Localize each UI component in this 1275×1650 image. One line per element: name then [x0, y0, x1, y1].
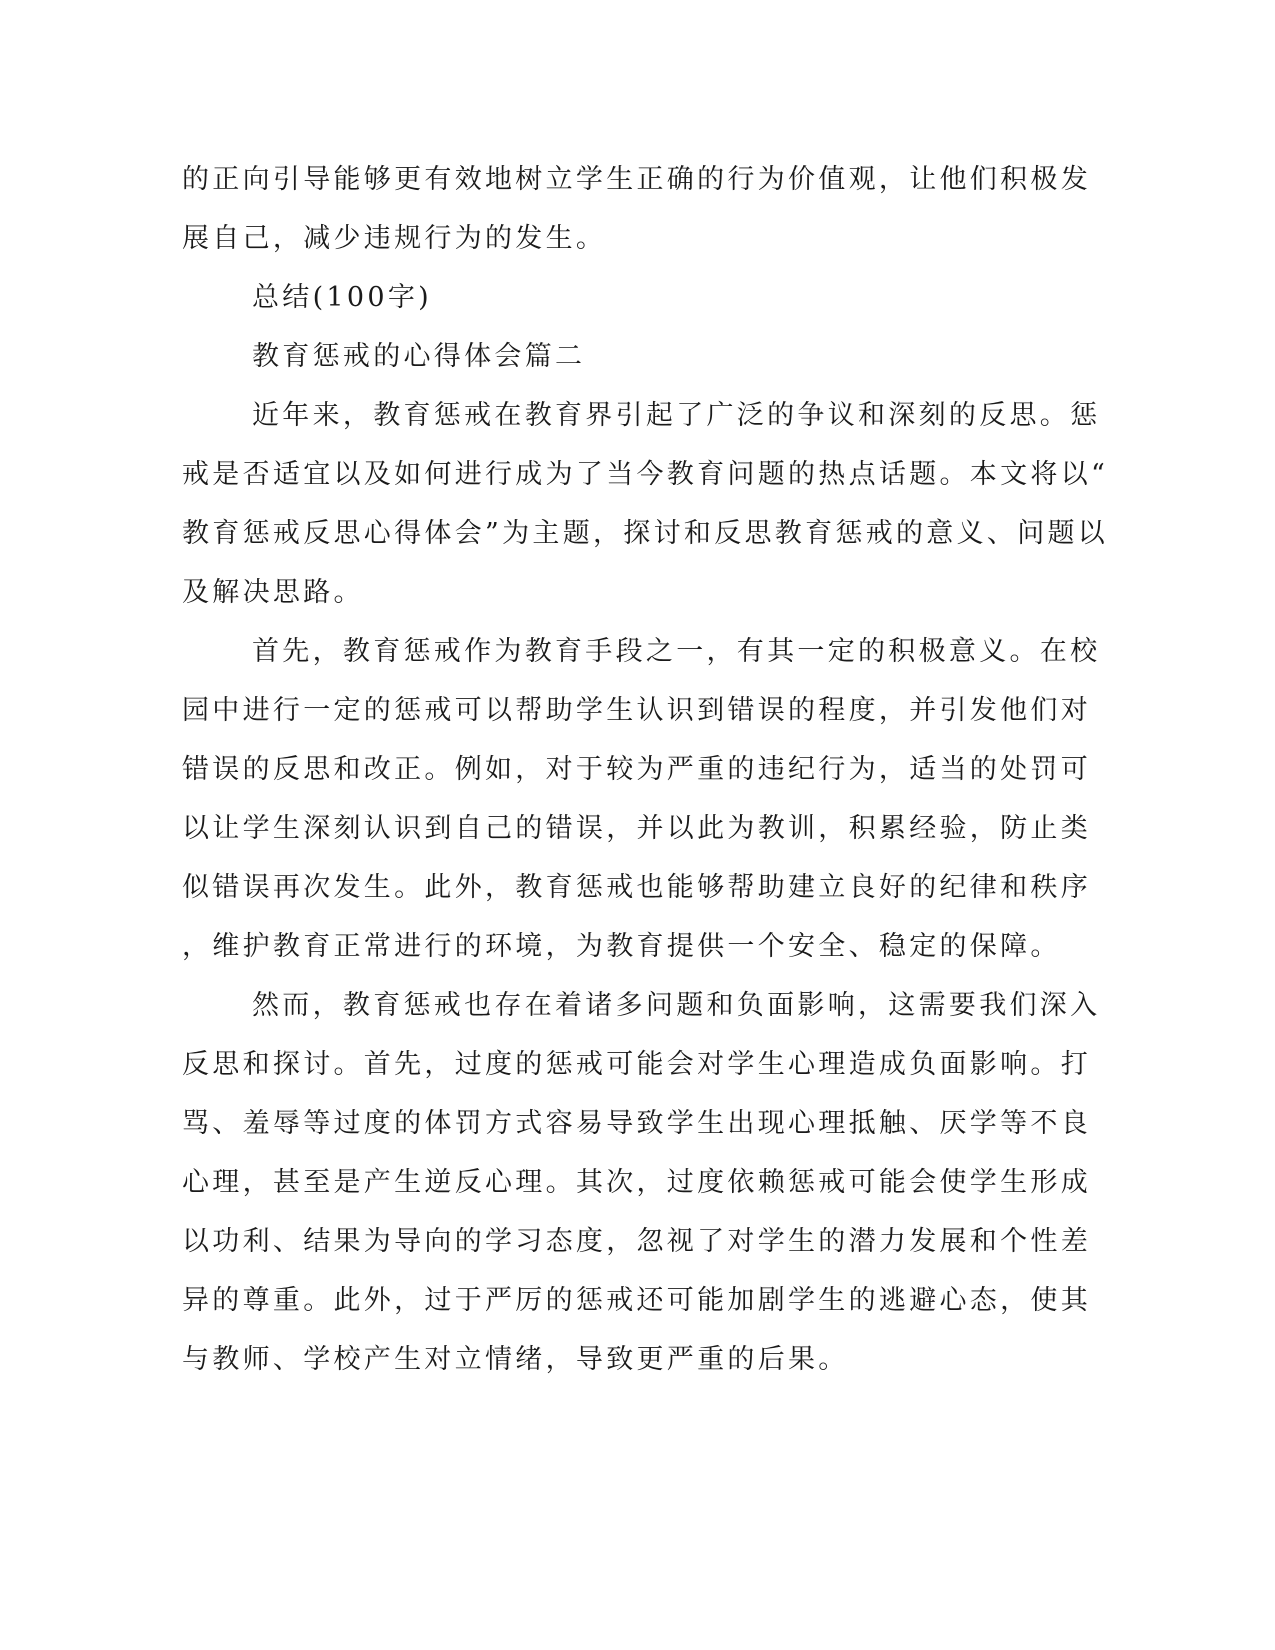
text-line: 戒是否适宜以及如何进行成为了当今教育问题的热点话题。本文将以“: [182, 459, 1109, 490]
text-line: 首先，教育惩戒作为教育手段之一，有其一定的积极意义。在校: [252, 636, 1101, 667]
text-line: 错误的反思和改正。例如，对于较为严重的违纪行为，适当的处罚可: [182, 754, 1091, 785]
text-line: 教育惩戒反思心得体会”为主题，探讨和反思教育惩戒的意义、问题以: [182, 518, 1109, 549]
text-line: ，维护教育正常进行的环境，为教育提供一个安全、稳定的保障。: [182, 931, 1061, 962]
text-line: 展自己，减少违规行为的发生。: [182, 223, 607, 254]
text-line: 园中进行一定的惩戒可以帮助学生认识到错误的程度，并引发他们对: [182, 695, 1091, 726]
text-line: 心理，甚至是产生逆反心理。其次，过度依赖惩戒可能会使学生形成: [182, 1167, 1091, 1198]
text-line: 近年来，教育惩戒在教育界引起了广泛的争议和深刻的反思。惩: [252, 400, 1101, 431]
text-line: 然而，教育惩戒也存在着诸多问题和负面影响，这需要我们深入: [252, 990, 1101, 1021]
text-line: 骂、羞辱等过度的体罚方式容易导致学生出现心理抵触、厌学等不良: [182, 1108, 1091, 1139]
section-heading: 教育惩戒的心得体会篇二: [252, 341, 586, 372]
text-line: 异的尊重。此外，过于严厉的惩戒还可能加剧学生的逃避心态，使其: [182, 1285, 1091, 1316]
text-line: 以让学生深刻认识到自己的错误，并以此为教训，积累经验，防止类: [182, 813, 1091, 844]
text-line: 与教师、学校产生对立情绪，导致更严重的后果。: [182, 1344, 849, 1375]
text-line: 的正向引导能够更有效地树立学生正确的行为价值观，让他们积极发: [182, 164, 1091, 195]
text-line: 似错误再次发生。此外，教育惩戒也能够帮助建立良好的纪律和秩序: [182, 872, 1091, 903]
text-line: 以功利、结果为导向的学习态度，忽视了对学生的潜力发展和个性差: [182, 1226, 1091, 1257]
text-line: 及解决思路。: [182, 577, 364, 608]
text-line: 反思和探讨。首先，过度的惩戒可能会对学生心理造成负面影响。打: [182, 1049, 1091, 1080]
summary-heading: 总结(100字): [252, 282, 433, 313]
